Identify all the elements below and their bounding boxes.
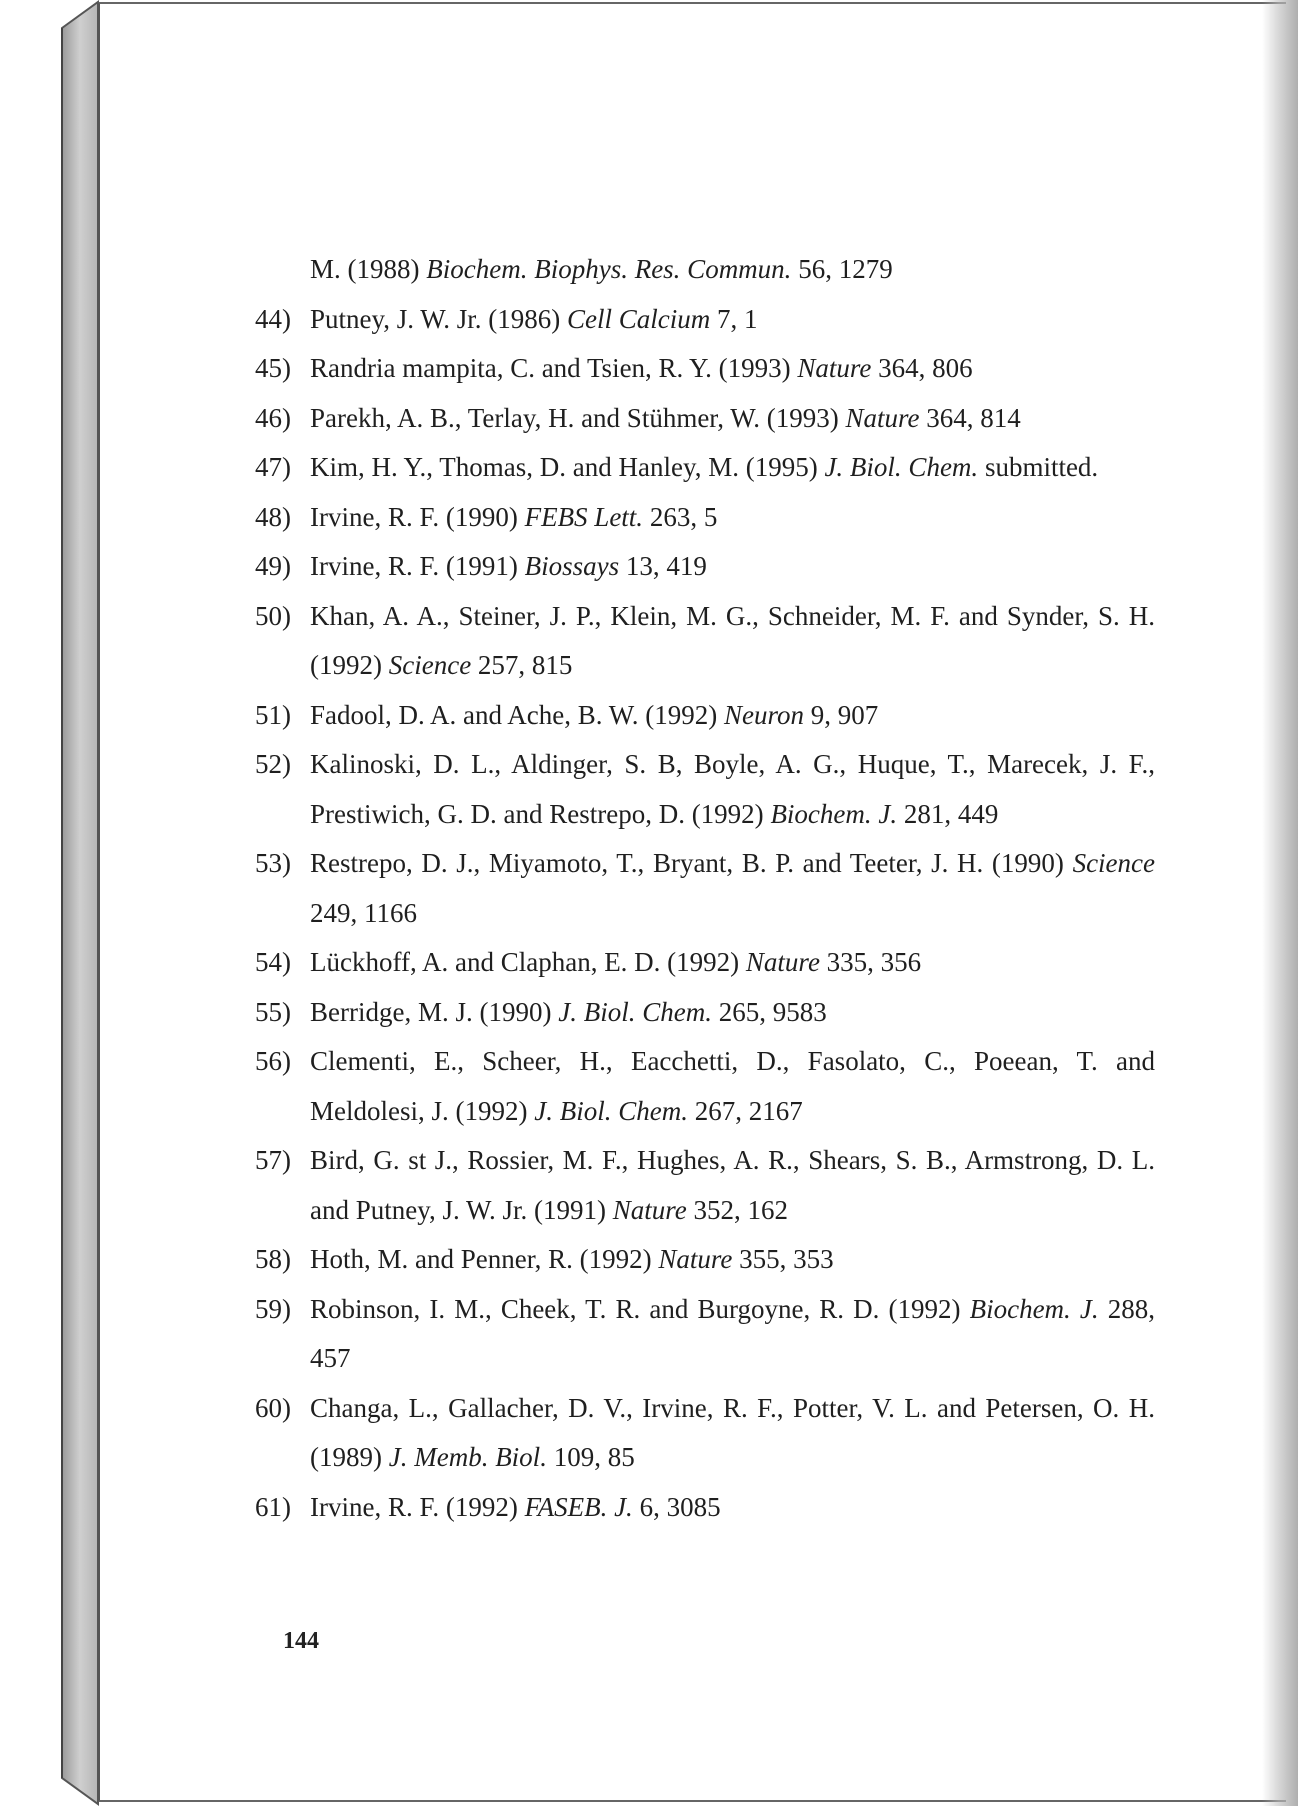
reference-number: 56) — [255, 1046, 291, 1076]
reference-number: 50) — [255, 600, 291, 631]
journal-name: Science — [388, 650, 472, 680]
journal-name: Nature — [745, 947, 820, 977]
reference-item — [255, 592, 1155, 691]
reference-text — [310, 1483, 1155, 1533]
reference-fragment: Khan, A. A., Steiner, J. P., Klein, M. G., Schneider, M. F. and Synder, S. H. (1992) — [310, 600, 1155, 680]
reference-number: 54) — [255, 947, 291, 977]
reference-fragment: Robinson, I. M., Cheek, T. R. and Burgoyne, R. D. (1992) — [310, 1293, 970, 1324]
reference-item — [255, 839, 1155, 938]
reference-fragment: Restrepo, D. J., Miyamoto, T., Bryant, B. P. and Teeter, J. H. (1990) — [310, 848, 1073, 878]
reference-fragment: Clementi, E., Scheer, H., Eacchetti, D., Fasolato, C., Poeean, T. and Meldolesi, J. (1992) — [310, 1046, 1155, 1126]
reference-fragment: Irvine, R. F. (1992) — [310, 1491, 525, 1522]
reference-item — [255, 394, 1155, 444]
reference-number: 51) — [255, 699, 291, 730]
reference-fragment: 335, 356 — [819, 947, 922, 977]
reference-fragment: Kalinoski, D. L., Aldinger, S. B, Boyle, A. G., Huque, T., Marecek, J. F., Prestiwich, G. D. and Restrepo, D. (1992) — [310, 749, 1155, 829]
reference-text — [310, 938, 1155, 988]
reference-number: 44) — [255, 303, 291, 334]
reference-item — [255, 443, 1155, 493]
reference-item — [255, 938, 1155, 988]
reference-item — [255, 1235, 1155, 1285]
reference-text — [310, 394, 1155, 444]
reference-text — [310, 1136, 1155, 1235]
reference-item — [255, 740, 1155, 839]
journal-name: Nature — [797, 353, 872, 383]
reference-number: 48) — [255, 501, 291, 532]
reference-fragment: 281, 449 — [897, 798, 999, 829]
reference-fragment: Fadool, D. A. and Ache, B. W. (1992) — [310, 699, 724, 730]
reference-fragment: 267, 2167 — [687, 1095, 803, 1126]
reference-fragment: Changa, L., Gallacher, D. V., Irvine, R. F., Potter, V. L. and Petersen, O. H. (1989) — [310, 1392, 1155, 1472]
reference-item — [255, 245, 1155, 295]
reference-fragment: 355, 353 — [732, 1244, 834, 1274]
journal-name: FASEB. J. — [524, 1491, 633, 1522]
journal-name: Biossays — [524, 551, 620, 581]
reference-text — [310, 691, 1155, 741]
reference-fragment: 364, 806 — [871, 353, 973, 383]
reference-number: 52) — [255, 749, 291, 779]
page-right-shadow — [1262, 0, 1298, 1806]
reference-fragment: 288, 457 — [310, 1293, 1155, 1373]
reference-fragment: Putney, J. W. Jr. (1986) — [310, 303, 568, 334]
reference-text — [310, 295, 1155, 345]
journal-name: Nature — [658, 1244, 733, 1274]
reference-item — [255, 691, 1155, 741]
reference-text — [310, 1235, 1155, 1285]
reference-text — [310, 1037, 1155, 1136]
reference-item — [255, 493, 1155, 543]
reference-fragment: 56, 1279 — [791, 254, 893, 284]
reference-fragment: Kim, H. Y., Thomas, D. and Hanley, M. (1995) — [310, 452, 825, 482]
journal-name: Cell Calcium — [567, 303, 711, 334]
reference-number: 45) — [255, 353, 291, 383]
reference-item — [255, 988, 1155, 1038]
reference-number: 59) — [255, 1293, 291, 1324]
reference-item — [255, 1384, 1155, 1483]
reference-number: 58) — [255, 1244, 291, 1274]
reference-text — [310, 493, 1155, 543]
reference-number: 47) — [255, 452, 291, 482]
reference-fragment: 13, 419 — [619, 551, 707, 581]
reference-number: 46) — [255, 402, 291, 433]
reference-fragment: Randria mampita, C. and Tsien, R. Y. (1993) — [310, 353, 798, 383]
reference-text — [310, 1384, 1155, 1483]
journal-name: Science — [1072, 848, 1155, 878]
reference-fragment: submitted. — [978, 452, 1099, 482]
reference-fragment: 364, 814 — [919, 402, 1021, 433]
reference-item — [255, 344, 1155, 394]
journal-name: Nature — [845, 402, 920, 433]
reference-list — [255, 245, 1155, 1532]
reference-fragment: Parekh, A. B., Terlay, H. and Stühmer, W. (1993) — [310, 402, 846, 433]
reference-text — [310, 839, 1155, 938]
reference-item — [255, 1136, 1155, 1235]
reference-fragment: 263, 5 — [643, 501, 718, 532]
reference-text — [310, 344, 1155, 394]
reference-fragment: 352, 162 — [686, 1194, 788, 1225]
reference-number: 61) — [255, 1491, 291, 1522]
reference-item — [255, 1285, 1155, 1384]
journal-name: J. Biol. Chem. — [824, 452, 979, 482]
journal-name: J. Biol. Chem. — [534, 1095, 688, 1126]
reference-fragment: 265, 9583 — [711, 996, 827, 1027]
journal-name: J. Biol. Chem. — [558, 996, 712, 1027]
reference-fragment: Hoth, M. and Penner, R. (1992) — [310, 1244, 659, 1274]
reference-item — [255, 1483, 1155, 1533]
reference-fragment: Lückhoff, A. and Claphan, E. D. (1992) — [310, 947, 746, 977]
reference-fragment: 6, 3085 — [632, 1491, 721, 1522]
journal-name: FEBS Lett. — [524, 501, 644, 532]
reference-item — [255, 542, 1155, 592]
reference-text — [310, 542, 1155, 592]
reference-text — [310, 245, 1155, 295]
reference-text — [310, 443, 1155, 493]
journal-name: Biochem. J. — [969, 1293, 1099, 1324]
reference-fragment: Irvine, R. F. (1990) — [310, 501, 525, 532]
reference-number: 57) — [255, 1145, 291, 1175]
reference-item — [255, 1037, 1155, 1136]
reference-number: 53) — [255, 848, 291, 878]
reference-number: 49) — [255, 551, 291, 581]
journal-name: Biochem. J. — [770, 798, 898, 829]
reference-text — [310, 740, 1155, 839]
journal-name: Biochem. Biophys. Res. Commun. — [426, 254, 792, 284]
journal-name: Nature — [612, 1194, 687, 1225]
reference-fragment: 257, 815 — [471, 650, 573, 680]
reference-fragment: Irvine, R. F. (1991) — [310, 551, 525, 581]
page-number: 144 — [283, 1628, 319, 1654]
journal-name: J. Memb. Biol. — [388, 1442, 547, 1472]
reference-text — [310, 592, 1155, 691]
reference-fragment: 9, 907 — [803, 699, 879, 730]
reference-number: 60) — [255, 1392, 291, 1423]
journal-name: Neuron — [723, 699, 804, 730]
reference-fragment: Berridge, M. J. (1990) — [310, 996, 559, 1027]
reference-item — [255, 295, 1155, 345]
reference-fragment: M. (1988) — [310, 254, 427, 284]
reference-text — [310, 1285, 1155, 1384]
reference-fragment: 7, 1 — [710, 303, 758, 334]
reference-text — [310, 988, 1155, 1038]
reference-fragment: 249, 1166 — [310, 897, 417, 928]
reference-number: 55) — [255, 996, 291, 1027]
reference-fragment: 109, 85 — [546, 1442, 635, 1472]
reference-fragment: Bird, G. st J., Rossier, M. F., Hughes, A. R., Shears, S. B., Armstrong, D. L. and Putney, J. W. Jr. (1991) — [310, 1145, 1155, 1225]
